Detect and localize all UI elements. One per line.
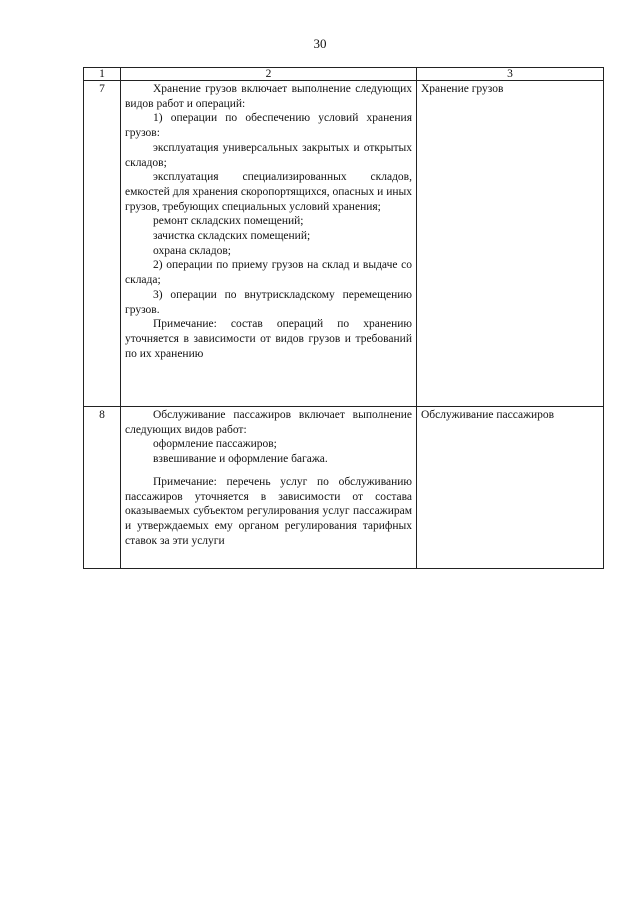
table-row xyxy=(84,407,604,569)
row-service: Обслуживание пассажиров xyxy=(417,407,604,569)
row-description xyxy=(121,81,417,407)
row-number: 7 xyxy=(84,81,121,407)
description-paragraph: 3) операции по внутрискладскому перемещению грузов. xyxy=(125,288,412,316)
description-note: Примечание: состав операций по хранению уточняется в зависимости от видов грузов и требований по их хранению xyxy=(125,318,412,360)
description-paragraph: охрана складов; xyxy=(153,244,231,257)
row-description xyxy=(121,407,417,569)
row-number: 8 xyxy=(84,407,121,569)
table-header-row xyxy=(84,68,604,81)
page-number: 30 xyxy=(313,36,327,51)
row-service: Хранение грузов xyxy=(417,81,604,407)
header-col-2: 2 xyxy=(121,68,417,81)
description-paragraph: оформление пассажиров; xyxy=(153,438,277,451)
table-row xyxy=(84,81,604,407)
description-paragraph: эксплуатация универсальных закрытых и открытых складов; xyxy=(125,141,412,169)
header-col-1: 1 xyxy=(84,68,121,81)
description-paragraph: зачистка складских помещений; xyxy=(153,230,311,243)
header-col-3: 3 xyxy=(417,68,604,81)
description-paragraph: ремонт складских помещений; xyxy=(153,215,304,228)
description-paragraph: Хранение грузов включает выполнение следующих видов работ и операций: xyxy=(125,83,412,110)
description-paragraph: эксплуатация специализированных складов, емкостей для хранения скоропортящихся, опасных и иных грузов, требующих специальных условий хранения; xyxy=(125,171,412,213)
description-paragraph: 2) операции по приему грузов на склад и выдаче со склада; xyxy=(125,259,412,287)
description-note: Примечание: перечень услуг по обслуживанию пассажиров уточняется в зависимости от состава оказываемых субъектом регулирования услуг пассажирам и утверждаемых ему органом регулирования тарифных ставок за эти услуги xyxy=(125,475,412,547)
description-paragraph: взвешивание и оформление багажа. xyxy=(153,453,328,466)
services-table xyxy=(83,67,604,569)
description-paragraph: Обслуживание пассажиров включает выполнение следующих видов работ: xyxy=(125,409,412,436)
description-paragraph: 1) операции по обеспечению условий хранения грузов: xyxy=(125,112,412,140)
